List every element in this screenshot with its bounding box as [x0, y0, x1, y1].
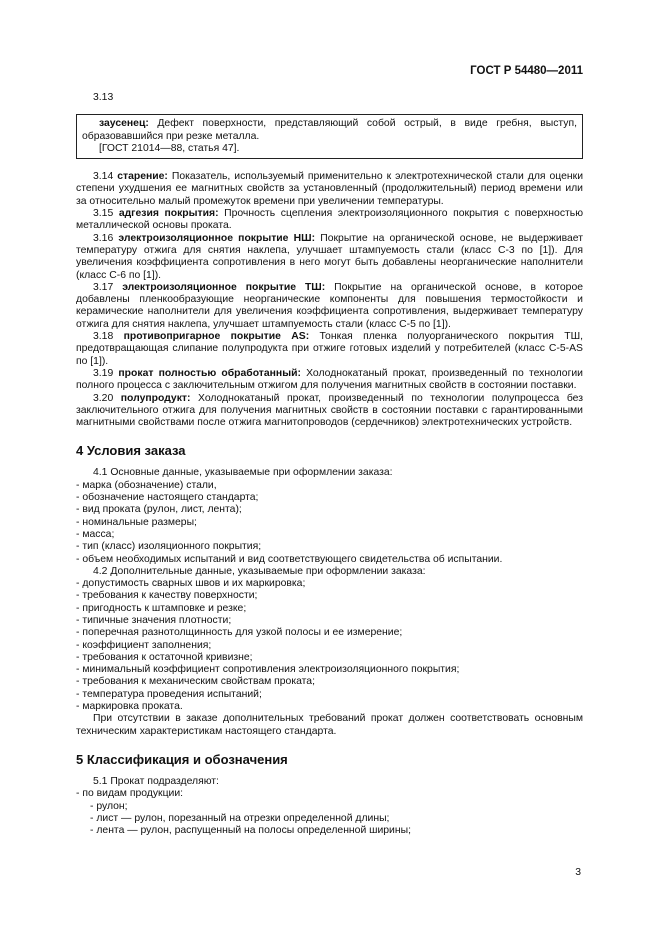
clause-number: 3.18 — [93, 331, 124, 343]
definition — [76, 233, 583, 282]
clause-number: 3.20 — [93, 392, 121, 404]
clause-number: 3.13 — [93, 92, 114, 103]
definition — [76, 393, 583, 430]
list-item: - пригодность к штамповке и резке; — [76, 602, 247, 614]
quoted-definition-box — [76, 114, 583, 159]
term: заусенец: — [99, 118, 149, 130]
definition — [76, 282, 583, 331]
paragraph: При отсутствии в заказе дополнительных требований прокат должен соответствовать основным техническим характеристикам настоящего стандарта. — [76, 713, 583, 737]
term: прокат полностью обработанный: — [118, 367, 301, 379]
list-item: - рулон; — [90, 800, 128, 812]
list-item: - обозначение настоящего стандарта; — [76, 492, 259, 504]
term: электроизоляционное покрытие ТШ: — [122, 281, 326, 293]
definition-text: Дефект поверхности, представляющий собой острый, в виде гребня, выступ, образовавшийся при резке металла. — [82, 118, 577, 142]
list-item: - минимальный коэффициент сопротивления электроизоляционного покрытия; — [76, 664, 460, 676]
paragraph: 4.2 Дополнительные данные, указываемые при оформлении заказа: — [93, 565, 426, 577]
list-item: - номинальные размеры; — [76, 516, 197, 528]
term: полупродукт: — [120, 392, 191, 404]
definition — [76, 171, 583, 208]
reference: [ГОСТ 21014—88, статья 47]. — [99, 142, 240, 154]
definition — [76, 331, 583, 368]
list-item: - по видам продукции: — [76, 788, 184, 800]
list-item: - лента — рулон, распущенный на полосы определенной ширины; — [90, 825, 411, 837]
term: старение: — [117, 171, 168, 183]
list-item: - масса; — [76, 528, 115, 540]
section-4-body — [76, 467, 583, 738]
definition — [76, 208, 583, 233]
definition-text: Холоднокатаный прокат, произведенный по технологии полупроцесса без заключительного отжига для получения магнитных свойств в состоянии поставки с гарантированными магнитными свойствами после отжига магнитопроводов (сердечников) электротехнических устройств. — [76, 392, 583, 429]
section-5-body — [76, 776, 583, 837]
list — [76, 480, 583, 566]
term: адгезия покрытия: — [118, 208, 219, 220]
list-item: - коэффициент заполнения; — [76, 639, 212, 651]
term: электроизоляционное покрытие НШ: — [118, 232, 316, 244]
list-item: - поперечная разнотолщинность для узкой полосы и ее измерение; — [76, 627, 403, 639]
definition-text: Покрытие на органической основе, в которое добавлены пленкообразующие неорганические компоненты для повышения термостойкости и керамические наполнители для увеличения коэффициента сопротивления, выдерживает температуру отжига для снятия наклепа, улучшает штампуемость стали (класс С-5 по [1]). — [76, 281, 583, 330]
document-header: ГОСТ Р 54480—2011 — [470, 65, 583, 77]
paragraph: 5.1 Прокат подразделяют: — [93, 775, 219, 787]
clause-number: 3.19 — [93, 367, 119, 379]
term: противопригарное покрытие AS: — [123, 331, 310, 343]
list — [76, 801, 583, 838]
definition-text: Показатель, используемый применительно к электротехнической стали для оценки степени ухудшения ее магнитных свойств за установленный (продолжительный) период времени или за относительно малый промежуток времени при увеличении температуры. — [76, 171, 583, 207]
clause-number: 3.14 — [93, 171, 118, 183]
list-item: - типичные значения плотности; — [76, 614, 232, 626]
list-item: - требования к качеству поверхности; — [76, 590, 258, 602]
list-item: - вид проката (рулон, лист, лента); — [76, 504, 242, 516]
definition-text: Тонкая пленка полуорганического покрытия ТШ, предотвращающая слипание полупродукта при отжиге готовых изделий у потребителей (класс С-5-AS по [1]). — [76, 331, 583, 367]
page-number: 3 — [575, 867, 581, 879]
list-item: - требования к механическим свойствам проката; — [76, 676, 315, 688]
section-heading: 5 Классификация и обозначения — [76, 751, 288, 767]
clause-number: 3.16 — [93, 232, 119, 244]
list-item: - лист — рулон, порезанный на отрезки определенной длины; — [90, 812, 390, 824]
list-item: - объем необходимых испытаний и вид соответствующего свидетельства об испытании. — [76, 553, 503, 565]
definition-text: Покрытие на органической основе, не выдерживает температуру отжига для снятия наклепа, улучшает штампуемость стали (класс С-3 по [1]). Для увеличения коэффициента сопротивления в него могут быть добавлены неорганические наполнители (класс С-6 по [1]). — [76, 232, 583, 281]
list-item: - марка (обозначение) стали, — [76, 479, 217, 491]
definition — [82, 118, 577, 143]
list-item: - температура проведения испытаний; — [76, 688, 262, 700]
list-item: - маркировка проката. — [76, 701, 183, 713]
list-item: - тип (класс) изоляционного покрытия; — [76, 541, 262, 553]
definition-text: Холоднокатаный прокат, произведенный по технологии полного процесса с заключительным отжигом для получения магнитных свойств в состоянии поставки. — [76, 367, 583, 392]
list — [76, 578, 583, 713]
definition-text: Прочность сцепления электроизоляционного покрытия с поверхностью металлической основы проката. — [76, 208, 583, 232]
definition — [76, 368, 583, 393]
clause-number: 3.15 — [93, 208, 119, 220]
list-item: - требования к остаточной кривизне; — [76, 651, 253, 663]
definitions — [76, 171, 583, 429]
section-heading: 4 Условия заказа — [76, 443, 186, 459]
list-item: - допустимость сварных швов и их маркировка; — [76, 578, 306, 590]
clause-number: 3.17 — [93, 281, 123, 293]
paragraph: 4.1 Основные данные, указываемые при оформлении заказа: — [93, 467, 393, 479]
